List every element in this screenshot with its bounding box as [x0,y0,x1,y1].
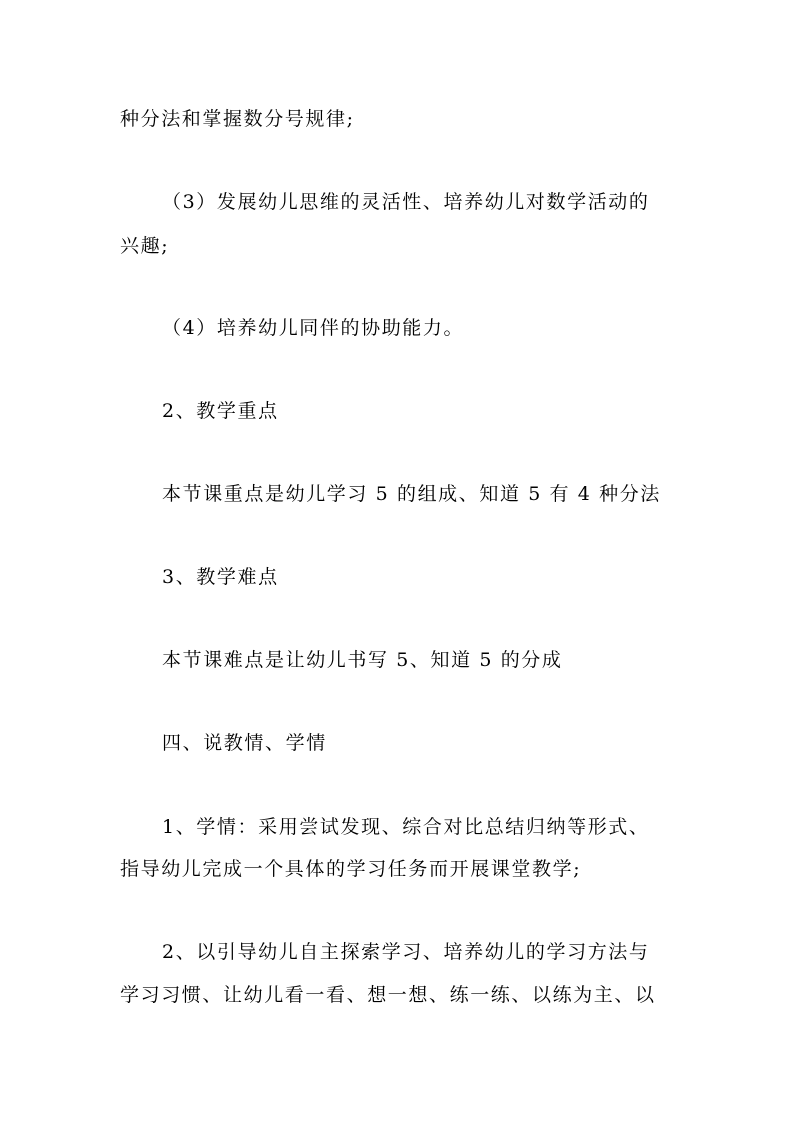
paragraph-line-8: 本节课难点是让幼儿书写 5、知道 5 的分成 [162,649,563,671]
paragraph-line-4: （4）培养幼儿同伴的协助能力。 [162,317,465,339]
paragraph-line-3: 兴趣; [120,235,170,257]
paragraph-line-11: 指导幼儿完成一个具体的学习任务而开展课堂教学; [120,858,582,880]
paragraph-line-12: 2、以引导幼儿自主探索学习、培养幼儿的学习方法与 [162,941,650,963]
paragraph-line-2: （3）发展幼儿思维的灵活性、培养幼儿对数学活动的 [162,191,650,213]
paragraph-line-1: 种分法和掌握数分号规律; [120,108,355,130]
section-heading-teaching-situation: 四、说教情、学情 [162,732,327,754]
paragraph-line-6: 本节课重点是幼儿学习 5 的组成、知道 5 有 4 种分法 [162,483,661,505]
section-heading-key-points: 2、教学重点 [162,400,279,422]
section-heading-difficult-points: 3、教学难点 [162,566,279,588]
paragraph-line-13: 学习习惯、让幼儿看一看、想一想、练一练、以练为主、以 [120,984,656,1006]
paragraph-line-10: 1、学情：采用尝试发现、综合对比总结归纳等形式、 [162,816,650,838]
